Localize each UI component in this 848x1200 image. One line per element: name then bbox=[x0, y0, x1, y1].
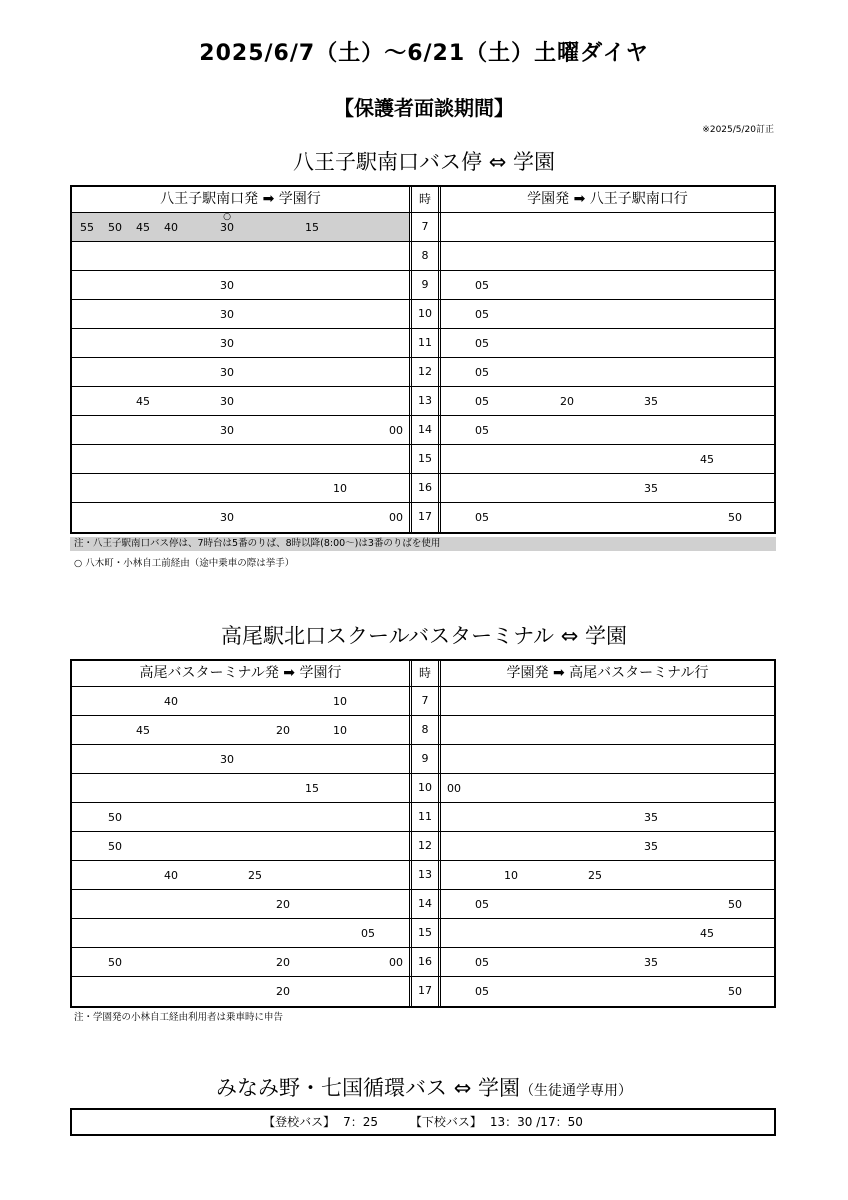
timetable-row bbox=[72, 445, 774, 474]
departures-from-school bbox=[441, 416, 774, 444]
departures-from-school bbox=[441, 503, 774, 532]
departure-minute bbox=[108, 811, 122, 824]
departure-minute bbox=[700, 453, 714, 466]
timetable-row bbox=[72, 774, 774, 803]
timetable-header-row bbox=[72, 187, 774, 213]
minute-text: 20 bbox=[276, 956, 290, 969]
minute-text: 20 bbox=[276, 898, 290, 911]
minute-text: 10 bbox=[333, 724, 347, 737]
timetable-row bbox=[72, 977, 774, 1006]
departure-minute bbox=[108, 221, 122, 234]
departure-minute bbox=[164, 869, 178, 882]
departures-to-school bbox=[72, 977, 409, 1006]
hour-cell: 15 bbox=[409, 919, 441, 947]
section1-title: 八王子駅南口バス停 ⇔ 学園 bbox=[293, 150, 555, 174]
minute-text: 30 bbox=[220, 424, 234, 437]
timetable-row bbox=[72, 300, 774, 329]
timetable-row bbox=[72, 948, 774, 977]
departures-to-school bbox=[72, 774, 409, 802]
departures-from-school bbox=[441, 890, 774, 918]
minute-text: 20 bbox=[276, 985, 290, 998]
departure-minute bbox=[389, 511, 403, 524]
departures-from-school bbox=[441, 745, 774, 773]
section2-note: 注・学園発の小林自工経由利用者は乗車時に申告 bbox=[74, 1012, 284, 1023]
hour-cell: 9 bbox=[409, 745, 441, 773]
minute-text: 05 bbox=[475, 898, 489, 911]
timetable-row bbox=[72, 716, 774, 745]
minute-text: 30 bbox=[220, 511, 234, 524]
hachioji-timetable bbox=[70, 185, 776, 534]
section1-note-route: ○ 八木町・小林自工前経由（途中乗車の際は挙手） bbox=[74, 558, 295, 569]
timetable-row bbox=[72, 271, 774, 300]
takao-timetable bbox=[70, 659, 776, 1008]
departures-to-school bbox=[72, 716, 409, 744]
minute-text: 30 bbox=[220, 279, 234, 292]
hour-cell: 10 bbox=[409, 774, 441, 802]
minute-text: 05 bbox=[475, 279, 489, 292]
hour-cell: 13 bbox=[409, 387, 441, 415]
departure-minute bbox=[333, 695, 347, 708]
timetable-row bbox=[72, 919, 774, 948]
departure-minute bbox=[108, 840, 122, 853]
circular-bus-schedule bbox=[70, 1108, 776, 1136]
minute-text: 00 bbox=[389, 424, 403, 437]
departure-minute bbox=[728, 985, 742, 998]
minute-text: 05 bbox=[475, 308, 489, 321]
minute-text: 30 bbox=[220, 395, 234, 408]
departure-minute bbox=[305, 221, 319, 234]
departures-from-school bbox=[441, 213, 774, 241]
left-column-header: 八王子駅南口発 ➡ 学園行 bbox=[160, 191, 321, 207]
minute-text: 35 bbox=[644, 811, 658, 824]
departure-minute bbox=[220, 395, 234, 408]
timetable-row bbox=[72, 803, 774, 832]
departure-minute bbox=[644, 395, 658, 408]
departures-from-school bbox=[441, 242, 774, 270]
departure-minute bbox=[728, 511, 742, 524]
minute-text: 35 bbox=[644, 482, 658, 495]
departures-from-school bbox=[441, 977, 774, 1006]
via-route-mark: ○ bbox=[223, 212, 231, 222]
departure-minute bbox=[276, 724, 290, 737]
timetable-row bbox=[72, 890, 774, 919]
hour-cell: 16 bbox=[409, 474, 441, 502]
minute-text: 05 bbox=[475, 985, 489, 998]
minute-text: 50 bbox=[728, 511, 742, 524]
departure-minute bbox=[475, 956, 489, 969]
minute-text: 50 bbox=[108, 811, 122, 824]
departure-minute bbox=[276, 985, 290, 998]
minute-text: 50 bbox=[728, 898, 742, 911]
departures-to-school bbox=[72, 474, 409, 502]
departures-from-school bbox=[441, 329, 774, 357]
minute-text: 35 bbox=[644, 395, 658, 408]
departures-from-school bbox=[441, 861, 774, 889]
minute-text: 50 bbox=[108, 840, 122, 853]
departure-minute bbox=[220, 337, 234, 350]
departures-to-school bbox=[72, 416, 409, 444]
minute-text: 45 bbox=[700, 927, 714, 940]
departure-minute bbox=[333, 482, 347, 495]
departures-from-school bbox=[441, 387, 774, 415]
departure-minute bbox=[475, 424, 489, 437]
departures-from-school bbox=[441, 474, 774, 502]
hour-cell: 16 bbox=[409, 948, 441, 976]
timetable-row bbox=[72, 474, 774, 503]
departure-minute bbox=[333, 724, 347, 737]
minute-text: 05 bbox=[475, 395, 489, 408]
departures-from-school bbox=[441, 803, 774, 831]
minute-text: 00 bbox=[389, 511, 403, 524]
timetable-row bbox=[72, 832, 774, 861]
timetable-header-row bbox=[72, 661, 774, 687]
minute-text: 10 bbox=[333, 482, 347, 495]
departure-minute bbox=[644, 811, 658, 824]
departure-minute bbox=[220, 279, 234, 292]
page-title: 2025/6/7（土）～6/21（土）土曜ダイヤ bbox=[199, 41, 649, 66]
departures-from-school bbox=[441, 445, 774, 473]
departures-to-school bbox=[72, 687, 409, 715]
minute-text: 30 bbox=[220, 366, 234, 379]
departure-minute bbox=[276, 898, 290, 911]
section3-title-note: （生徒通学専用） bbox=[519, 1083, 632, 1099]
hour-column-header: 時 bbox=[409, 187, 441, 212]
departures-to-school bbox=[72, 445, 409, 473]
minute-text: 05 bbox=[361, 927, 375, 940]
departures-from-school bbox=[441, 687, 774, 715]
minute-text: 05 bbox=[475, 956, 489, 969]
departures-from-school bbox=[441, 832, 774, 860]
timetable-row bbox=[72, 387, 774, 416]
section3-title bbox=[0, 1072, 848, 1102]
to-school-label: 【登校バス】 bbox=[263, 1115, 336, 1129]
hour-cell: 8 bbox=[409, 242, 441, 270]
departure-minute bbox=[447, 782, 461, 795]
minute-text: 50 bbox=[108, 221, 122, 234]
departure-minute bbox=[136, 724, 150, 737]
departures-to-school bbox=[72, 948, 409, 976]
departure-minute bbox=[361, 927, 375, 940]
right-column-header: 学園発 ➡ 高尾バスターミナル行 bbox=[506, 665, 709, 681]
departures-to-school bbox=[72, 745, 409, 773]
minute-text: 05 bbox=[475, 337, 489, 350]
departure-minute bbox=[136, 395, 150, 408]
departure-minute bbox=[475, 898, 489, 911]
departure-minute bbox=[220, 753, 234, 766]
minute-text: 45 bbox=[700, 453, 714, 466]
timetable-row bbox=[72, 242, 774, 271]
page-subtitle: 【保護者面談期間】 bbox=[334, 96, 514, 120]
departures-from-school bbox=[441, 948, 774, 976]
minute-text: 20 bbox=[560, 395, 574, 408]
departures-from-school bbox=[441, 358, 774, 386]
departure-minute bbox=[305, 782, 319, 795]
hour-column-header: 時 bbox=[409, 661, 441, 686]
departures-to-school bbox=[72, 329, 409, 357]
hour-cell: 7 bbox=[409, 687, 441, 715]
minute-text: 50 bbox=[108, 956, 122, 969]
departures-from-school bbox=[441, 300, 774, 328]
minute-text: 25 bbox=[248, 869, 262, 882]
minute-text: 45 bbox=[136, 724, 150, 737]
minute-text: 05 bbox=[475, 511, 489, 524]
hour-cell: 7 bbox=[409, 213, 441, 241]
departures-to-school bbox=[72, 213, 409, 241]
hour-cell: 14 bbox=[409, 416, 441, 444]
departure-minute bbox=[220, 511, 234, 524]
minute-text: 30 bbox=[220, 337, 234, 350]
departure-minute bbox=[644, 956, 658, 969]
from-school-time: 13：30 /17：50 bbox=[489, 1115, 583, 1129]
departure-minute bbox=[644, 482, 658, 495]
minute-text: 20 bbox=[276, 724, 290, 737]
departures-to-school bbox=[72, 803, 409, 831]
minute-text: 30 bbox=[220, 221, 234, 234]
minute-text: 55 bbox=[80, 221, 94, 234]
timetable-row bbox=[72, 687, 774, 716]
departure-minute bbox=[728, 898, 742, 911]
minute-text: 45 bbox=[136, 395, 150, 408]
departures-from-school bbox=[441, 774, 774, 802]
departure-minute bbox=[475, 395, 489, 408]
departure-minute bbox=[136, 221, 150, 234]
departure-minute bbox=[164, 695, 178, 708]
minute-text: 25 bbox=[588, 869, 602, 882]
timetable-row bbox=[72, 358, 774, 387]
hour-cell: 12 bbox=[409, 358, 441, 386]
left-column-header: 高尾バスターミナル発 ➡ 学園行 bbox=[139, 665, 342, 681]
right-column-header: 学園発 ➡ 八王子駅南口行 bbox=[527, 191, 688, 207]
from-school-label: 【下校バス】 bbox=[409, 1115, 482, 1129]
minute-text: 00 bbox=[389, 956, 403, 969]
minute-text: 30 bbox=[220, 308, 234, 321]
minute-text: 40 bbox=[164, 221, 178, 234]
departure-minute bbox=[389, 956, 403, 969]
departure-minute bbox=[276, 956, 290, 969]
minute-text: 30 bbox=[220, 753, 234, 766]
minute-text: 40 bbox=[164, 695, 178, 708]
section1-note-platform: 注・八王子駅南口バス停は、7時台は5番のりば、8時以降(8:00～)は3番のりばを使用 bbox=[70, 537, 776, 551]
hour-cell: 14 bbox=[409, 890, 441, 918]
hour-cell: 8 bbox=[409, 716, 441, 744]
departure-minute bbox=[164, 221, 178, 234]
departures-to-school bbox=[72, 503, 409, 532]
timetable-row bbox=[72, 503, 774, 532]
timetable-row bbox=[72, 861, 774, 890]
departures-to-school bbox=[72, 832, 409, 860]
departure-minute bbox=[644, 840, 658, 853]
timetable-row bbox=[72, 416, 774, 445]
departure-minute bbox=[220, 366, 234, 379]
departure-minute bbox=[560, 395, 574, 408]
departure-minute bbox=[475, 366, 489, 379]
departure-minute bbox=[475, 985, 489, 998]
to-school-time: 7：25 bbox=[343, 1115, 379, 1129]
departure-minute bbox=[108, 956, 122, 969]
hour-cell: 11 bbox=[409, 329, 441, 357]
revision-note: ※2025/5/20訂正 bbox=[702, 125, 774, 135]
timetable-row bbox=[72, 745, 774, 774]
departures-to-school bbox=[72, 919, 409, 947]
minute-text: 15 bbox=[305, 221, 319, 234]
timetable-row bbox=[72, 213, 774, 242]
timetable-row bbox=[72, 329, 774, 358]
departure-minute bbox=[220, 308, 234, 321]
departure-minute bbox=[220, 424, 234, 437]
section3-title-text: みなみ野・七国循環バス ⇔ 学園 bbox=[216, 1076, 520, 1100]
minute-text: 00 bbox=[447, 782, 461, 795]
departures-to-school bbox=[72, 387, 409, 415]
departures-to-school bbox=[72, 358, 409, 386]
minute-text: 10 bbox=[333, 695, 347, 708]
minute-text: 15 bbox=[305, 782, 319, 795]
departure-minute bbox=[504, 869, 518, 882]
departures-from-school bbox=[441, 271, 774, 299]
departure-minute bbox=[588, 869, 602, 882]
departure-minute bbox=[389, 424, 403, 437]
hour-cell: 12 bbox=[409, 832, 441, 860]
hour-cell: 17 bbox=[409, 503, 441, 532]
minute-text: 35 bbox=[644, 840, 658, 853]
minute-text: 40 bbox=[164, 869, 178, 882]
minute-text: 05 bbox=[475, 366, 489, 379]
departure-minute bbox=[475, 308, 489, 321]
minute-text: 45 bbox=[136, 221, 150, 234]
hour-cell: 11 bbox=[409, 803, 441, 831]
departures-to-school bbox=[72, 271, 409, 299]
departures-to-school bbox=[72, 861, 409, 889]
departures-from-school bbox=[441, 716, 774, 744]
departures-to-school bbox=[72, 300, 409, 328]
hour-cell: 17 bbox=[409, 977, 441, 1006]
departure-minute bbox=[220, 212, 234, 234]
departure-minute bbox=[700, 927, 714, 940]
departures-to-school bbox=[72, 890, 409, 918]
departure-minute bbox=[248, 869, 262, 882]
departures-to-school bbox=[72, 242, 409, 270]
departure-minute bbox=[475, 337, 489, 350]
hour-cell: 9 bbox=[409, 271, 441, 299]
hour-cell: 15 bbox=[409, 445, 441, 473]
departure-minute bbox=[475, 279, 489, 292]
minute-text: 35 bbox=[644, 956, 658, 969]
hour-cell: 13 bbox=[409, 861, 441, 889]
hour-cell: 10 bbox=[409, 300, 441, 328]
minute-text: 10 bbox=[504, 869, 518, 882]
departures-from-school bbox=[441, 919, 774, 947]
section2-title: 高尾駅北口スクールバスターミナル ⇔ 学園 bbox=[220, 624, 627, 648]
departure-minute bbox=[475, 511, 489, 524]
minute-text: 50 bbox=[728, 985, 742, 998]
minute-text: 05 bbox=[475, 424, 489, 437]
departure-minute bbox=[80, 221, 94, 234]
